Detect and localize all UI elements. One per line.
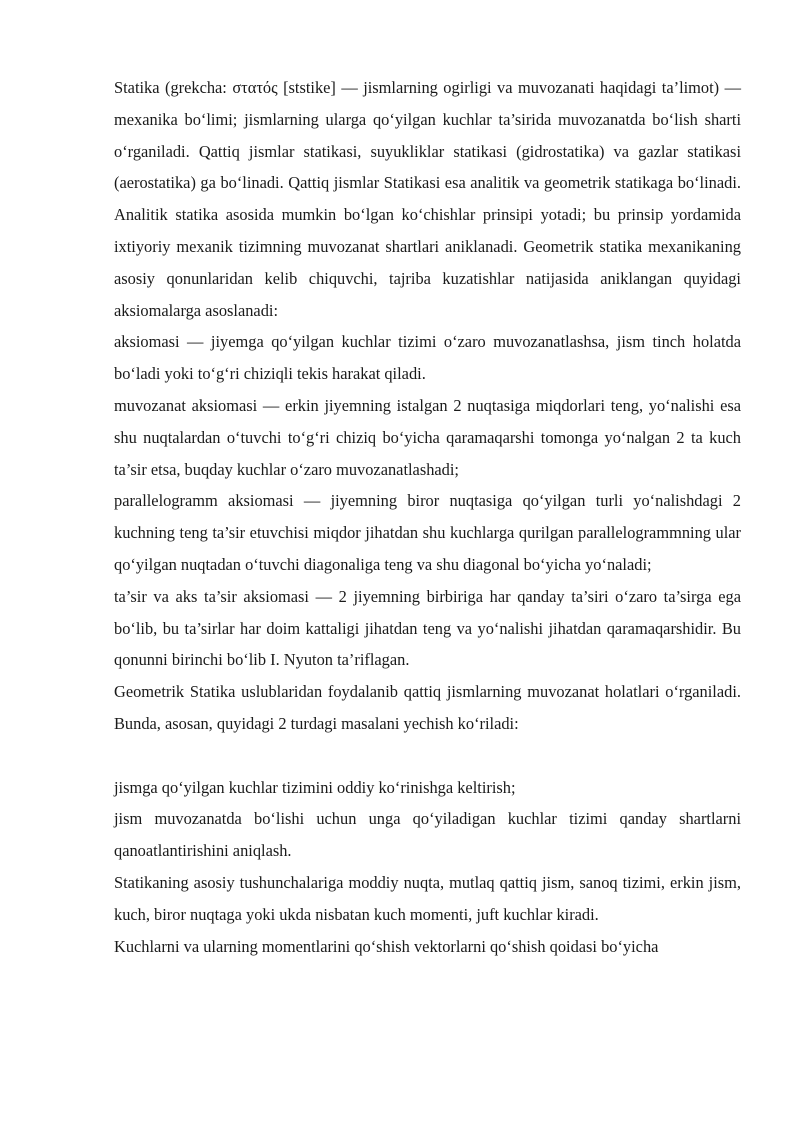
paragraph-geometric-statics: Geometrik Statika uslublaridan foydalanib qattiq jismlarning muvozanat holatlari o‘rganiladi. Bunda, asosan, quyidagi 2 turdagi masalani yechish ko‘riladi: — [114, 682, 741, 733]
document-body — [114, 72, 741, 962]
paragraph-intro: Statika (grekcha: στατός [ststike] — jismlarning ogirligi va muvozanati haqidagi ta’limot) — mexanika bo‘limi; jismlarning ularga qo‘yilgan kuchlar ta’sirida muvozanatda bo‘lish sharti o‘rganiladi. Qattiq jismlar statikasi, suyukliklar statikasi (gidrostatika) va gazlar statikasi (aerostatika) ga bo‘linadi. Qattiq jismlar Statikasi esa analitik va geometrik statikaga bo‘linadi. Analitik statika asosida mumkin bo‘lgan ko‘chishlar prinsipi yotadi; bu prinsip yordamida ixtiyoriy mexanik tizimning muvozanat shartlari aniklanadi. Geometrik statika mexanikaning asosiy qonunlaridan kelib chiquvchi, tajriba kuzatishlar natijasida aniklangan quyidagi aksiomalarga asoslanadi: — [114, 78, 741, 320]
paragraph-axiom-action-reaction: ta’sir va aks ta’sir aksiomasi — 2 jiyemning birbiriga har qanday ta’siri o‘zaro ta’sirga ega bo‘lib, bu ta’sirlar har doim kattaligi jihatdan teng va yo‘nalishi jihatdan qaramaqarshidir. Bu qonunni birinchi bo‘lib I. Nyuton ta’riflagan. — [114, 586, 741, 670]
blank-line — [114, 740, 741, 772]
paragraph-task-1: jismga qo‘yilgan kuchlar tizimini oddiy ko‘rinishga keltirish; — [114, 777, 516, 797]
paragraph-axiom-equilibrium: muvozanat aksiomasi — erkin jiyemning istalgan 2 nuqtasiga miqdorlari teng, yo‘nalishi esa shu nuqtalardan o‘tuvchi to‘g‘ri chiziq bo‘yicha qaramaqarshi tomonga yo‘nalgan 2 ta kuch ta’sir etsa, buqday kuchlar o‘zaro muvozanatlashadi; — [114, 395, 741, 479]
paragraph-moments: Kuchlarni va ularning momentlarini qo‘shish vektorlarni qo‘shish qoidasi bo‘yicha — [114, 936, 659, 956]
paragraph-task-2: jism muvozanatda bo‘lishi uchun unga qo‘yiladigan kuchlar tizimi qanday shartlarni qanoatlantirishini aniqlash. — [114, 809, 741, 861]
paragraph-basic-concepts: Statikaning asosiy tushunchalariga moddiy nuqta, mutlaq qattiq jism, sanoq tizimi, erkin jism, kuch, biror nuqtaga yoki ukda nisbatan kuch momenti, juft kuchlar kiradi. — [114, 872, 741, 924]
paragraph-axiom-parallelogram: parallelogramm aksiomasi — jiyemning biror nuqtasiga qo‘yilgan turli yo‘nalishdagi 2 kuchning teng ta’sir etuvchisi miqdor jihatdan shu kuchlarga qurilgan parallelogrammning ular qo‘yilgan nuqtadan o‘tuvchi diagonaliga teng va shu diagonal bo‘yicha yo‘naladi; — [114, 491, 741, 574]
paragraph-axiom-inertia: aksiomasi — jiyemga qo‘yilgan kuchlar tizimi o‘zaro muvozanatlashsa, jism tinch holatda bo‘ladi yoki to‘g‘ri chiziqli tekis harakat qiladi. — [114, 332, 741, 384]
